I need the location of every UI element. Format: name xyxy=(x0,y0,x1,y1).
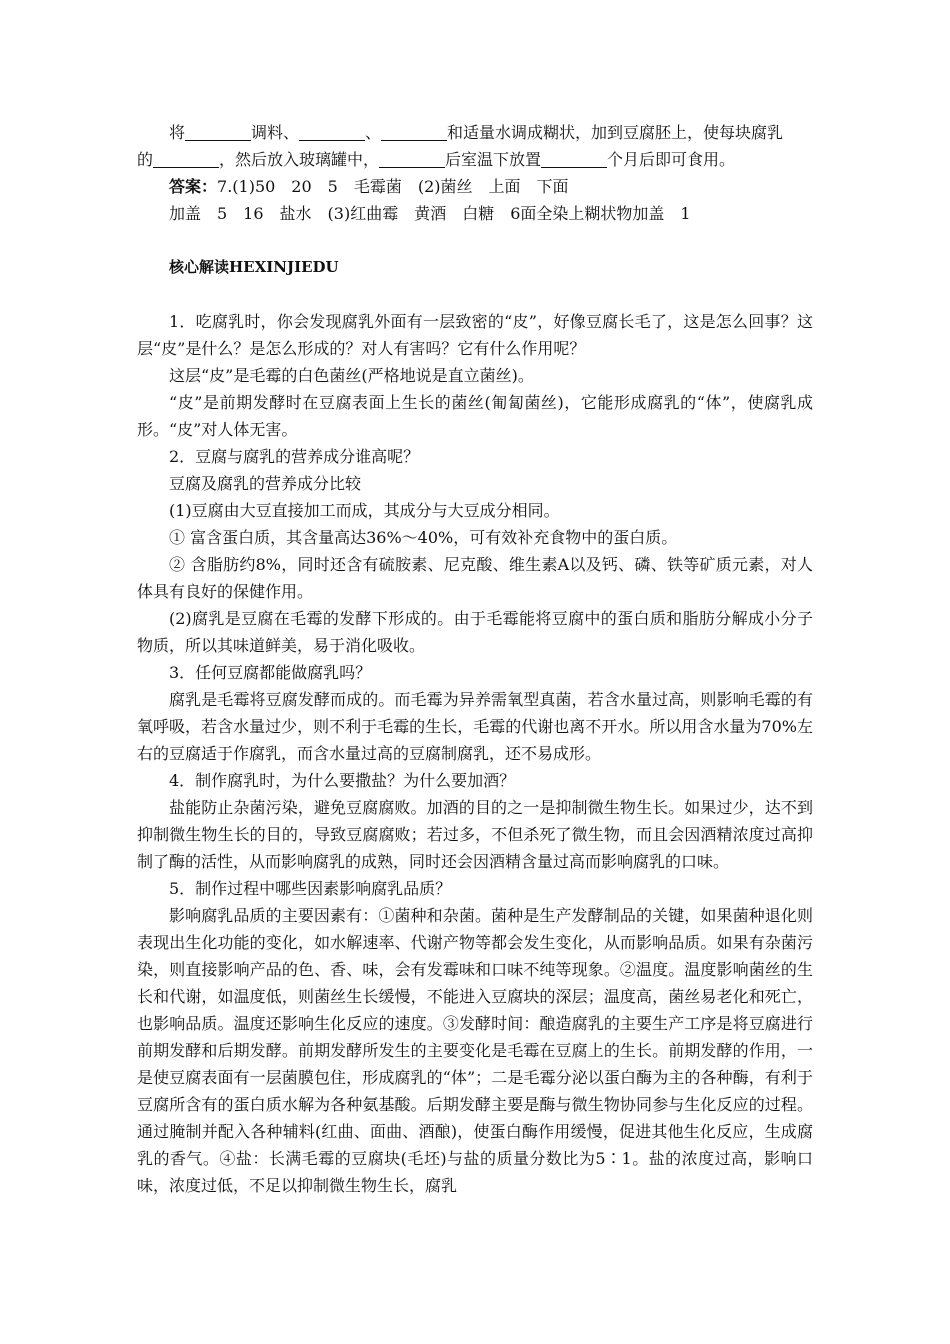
fill-blank-line-1 xyxy=(137,119,813,146)
blank-field[interactable] xyxy=(299,124,365,141)
fill-blank-line-2 xyxy=(137,146,813,173)
body-paragraph: 5．制作过程中哪些因素影响腐乳品质？ xyxy=(169,879,452,898)
fill-text: 的 xyxy=(137,150,154,169)
fill-text: 个月后即可食用。 xyxy=(607,150,736,169)
document-content xyxy=(137,119,813,1199)
blank-field[interactable] xyxy=(185,124,251,141)
fill-text: 、 xyxy=(365,123,382,142)
blank-field[interactable] xyxy=(153,151,219,168)
body-paragraph: 1．吃腐乳时，你会发现腐乳外面有一层致密的“皮”，好像豆腐长毛了，这是怎么回事？这层“皮”是什么？是怎么形成的？对人有害吗？它有什么作用呢？ xyxy=(137,312,813,358)
body-paragraph: 腐乳是毛霉将豆腐发酵而成的。而毛霉为异养需氧型真菌，若含水量过高，则影响毛霉的有氧呼吸，若含水量过少，则不利于毛霉的生长，毛霉的代谢也离不开水。所以用含水量为70%左右的豆腐适于作腐乳，而含水量过高的豆腐制腐乳，还不易成形。 xyxy=(137,690,813,763)
section-heading: 核心解读HEXINJIEDU xyxy=(169,258,339,276)
answer-line-2: 加盖 5 16 盐水 (3)红曲霉 黄酒 白糖 6面全染上糊状物加盖 1 xyxy=(169,204,691,223)
body-paragraph: 3．任何豆腐都能做腐乳吗？ xyxy=(169,663,372,682)
fill-text: 后室温下放置 xyxy=(445,150,542,169)
body-paragraph: (1)豆腐由大豆直接加工而成，其成分与大豆成分相同。 xyxy=(169,501,560,520)
body-paragraph: 2．豆腐与腐乳的营养成分谁高呢？ xyxy=(169,447,420,466)
fill-text: 将 xyxy=(169,123,186,142)
body-paragraph: 4．制作腐乳时，为什么要撒盐？为什么要加酒？ xyxy=(169,771,516,790)
blank-field[interactable] xyxy=(379,151,445,168)
body-paragraph: ① 富含蛋白质，其含量高达36%～40%，可有效补充食物中的蛋白质。 xyxy=(169,528,678,547)
body-paragraph: 影响腐乳品质的主要因素有：①菌种和杂菌。菌种是生产发酵制品的关键，如果菌种退化则表现出生化功能的变化，如水解速率、代谢产物等都会发生变化，从而影响品质。如果有杂菌污染，则直接影响产品的色、香、味，会有发霉味和口味不纯等现象。②温度。温度影响菌丝的生长和代谢，如温度低，则菌丝生长缓慢，不能进入豆腐块的深层；温度高，菌丝易老化和死亡，也影响品质。温度还影响生化反应的速度。③发酵时间：酿造腐乳的主要生产工序是将豆腐进行前期发酵和后期发酵。前期发酵所发生的主要变化是毛霉在豆腐上的生长。前期发酵的作用，一是使豆腐表面有一层菌膜包住，形成腐乳的“体”；二是毛霉分泌以蛋白酶为主的各种酶，有利于豆腐所含有的蛋白质水解为各种氨基酸。后期发酵主要是酶与微生物协同参与生化反应的过程。通过腌制并配入各种辅料(红曲、面曲、酒酿)，使蛋白酶作用缓慢，促进其他生化反应，生成腐乳的香气。④盐：长满毛霉的豆腐块(毛坯)与盐的质量分数比为5∶1。盐的浓度过高，影响口味，浓度过低，不足以抑制微生物生长，腐乳 xyxy=(137,906,813,1195)
blank-field[interactable] xyxy=(541,151,607,168)
body-paragraph: “皮”是前期发酵时在豆腐表面上生长的菌丝(匍匐菌丝)，它能形成腐乳的“体”，使腐乳成形。“皮”对人体无害。 xyxy=(137,393,813,439)
fill-text: ，然后放入玻璃罐中， xyxy=(219,150,380,169)
body-paragraph: 这层“皮”是毛霉的白色菌丝(严格地说是直立菌丝)。 xyxy=(169,366,534,385)
body-paragraph: 豆腐及腐乳的营养成分比较 xyxy=(169,474,362,493)
body-paragraphs xyxy=(137,308,813,1199)
body-paragraph: 盐能防止杂菌污染，避免豆腐腐败。加酒的目的之一是抑制微生物生长。如果过少，达不到抑制微生物生长的目的，导致豆腐腐败；若过多，不但杀死了微生物，而且会因酒精浓度过高抑制了酶的活性，从而影响腐乳的成熟，同时还会因酒精含量过高而影响腐乳的口味。 xyxy=(137,798,813,871)
blank-field[interactable] xyxy=(381,124,447,141)
answer-text: 7.(1)50 20 5 毛霉菌 (2)菌丝 上面 下面 xyxy=(217,177,569,196)
body-paragraph: ② 含脂肪约8%，同时还含有硫胺素、尼克酸、维生素A以及钙、磷、铁等矿质元素，对人体具有良好的保健作用。 xyxy=(137,555,813,601)
body-paragraph: (2)腐乳是豆腐在毛霉的发酵下形成的。由于毛霉能将豆腐中的蛋白质和脂肪分解成小分子物质，所以其味道鲜美，易于消化吸收。 xyxy=(137,609,813,655)
answer-label: 答案： xyxy=(169,177,218,196)
fill-text: 和适量水调成糊状，加到豆腐胚上，使每块腐乳 xyxy=(447,123,784,142)
fill-text: 调料、 xyxy=(251,123,300,142)
answer-line-1 xyxy=(137,173,813,200)
